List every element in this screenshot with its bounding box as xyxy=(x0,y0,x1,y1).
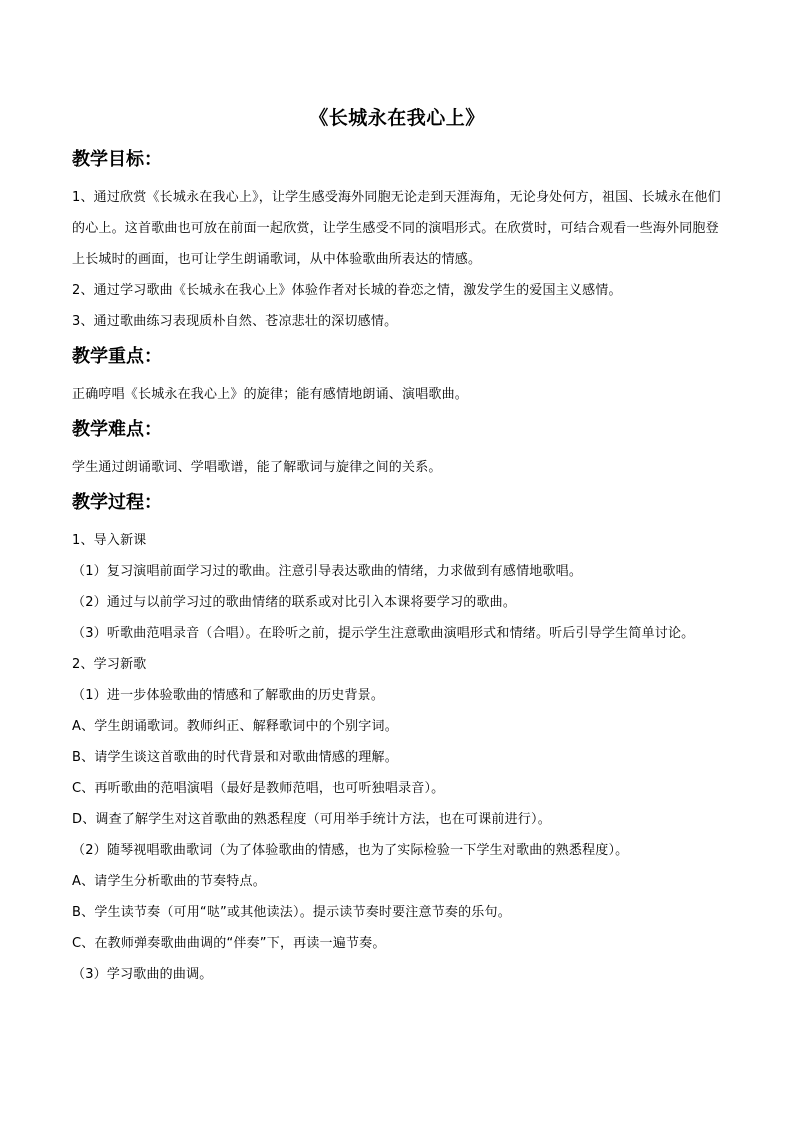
process-item: （2）随琴视唱歌曲歌词（为了体验歌曲的情感，也为了实际检验一下学生对歌曲的熟悉程度）。 xyxy=(72,843,629,858)
process-item: （3）听歌曲范唱录音（合唱）。在聆听之前，提示学生注意歌曲演唱形式和情绪。听后引导学生简单讨论。 xyxy=(72,626,695,641)
goals-heading: 教学目标： xyxy=(72,149,162,170)
document-body xyxy=(72,140,724,990)
process-item: D、调查了解学生对这首歌曲的熟悉程度（可用举手统计方法，也在可课前进行）。 xyxy=(72,812,551,827)
key-points-item-1: 正确哼唱《长城永在我心上》的旋律；能有感情地朗诵、演唱歌曲。 xyxy=(72,387,469,402)
process-item: （1）复习演唱前面学习过的歌曲。注意引导表达歌曲的情绪，力求做到有感情地歌唱。 xyxy=(72,564,583,579)
process-item: （2）通过与以前学习过的歌曲情绪的联系或对比引入本课将要学习的歌曲。 xyxy=(72,595,517,610)
process-item: C、再听歌曲的范唱演唱（最好是教师范唱，也可听独唱录音）。 xyxy=(72,781,445,796)
process-item: A、学生朗诵歌词。教师纠正、解释歌词中的个别字词。 xyxy=(72,719,398,734)
goals-item-2: 2、通过学习歌曲《长城永在我心上》体验作者对长城的眷恋之情，激发学生的爱国主义感情。 xyxy=(72,283,622,298)
process-heading: 教学过程： xyxy=(72,492,162,513)
key-points-heading: 教学重点： xyxy=(72,346,162,367)
process-item: B、请学生谈这首歌曲的时代背景和对歌曲情感的理解。 xyxy=(72,750,398,765)
process-item: A、请学生分析歌曲的节奏特点。 xyxy=(72,874,266,889)
difficulties-heading: 教学难点： xyxy=(72,419,162,440)
process-item: C、在教师弹奏歌曲曲调的“伴奏”下，再读一遍节奏。 xyxy=(72,936,386,951)
goals-item-1: 1、通过欣赏《长城永在我心上》，让学生感受海外同胞无论走到天涯海角，无论身处何方，祖国、长城永在他们的心上。这首歌曲也可放在前面一起欣赏，让学生感受不同的演唱形式。在欣赏时，可结合观看一些海外同胞登上长城时的画面，也可让学生朗诵歌词，从中体验歌曲所表达的情感。 xyxy=(72,190,721,267)
process-item: 1、导入新课 xyxy=(72,533,147,548)
process-item: B、学生读节奏（可用“哒”或其他读法）。提示读节奏时要注意节奏的乐句。 xyxy=(72,905,511,920)
goals-item-3: 3、通过歌曲练习表现质朴自然、苍凉悲壮的深切感情。 xyxy=(72,314,398,329)
document-title: 《长城永在我心上》 xyxy=(309,107,485,129)
process-item: （3）学习歌曲的曲调。 xyxy=(72,967,213,982)
difficulties-item-1: 学生通过朗诵歌词、学唱歌谱，能了解歌词与旋律之间的关系。 xyxy=(72,460,442,475)
process-item: 2、学习新歌 xyxy=(72,657,147,672)
process-item: （1）进一步体验歌曲的情感和了解歌曲的历史背景。 xyxy=(72,688,385,703)
